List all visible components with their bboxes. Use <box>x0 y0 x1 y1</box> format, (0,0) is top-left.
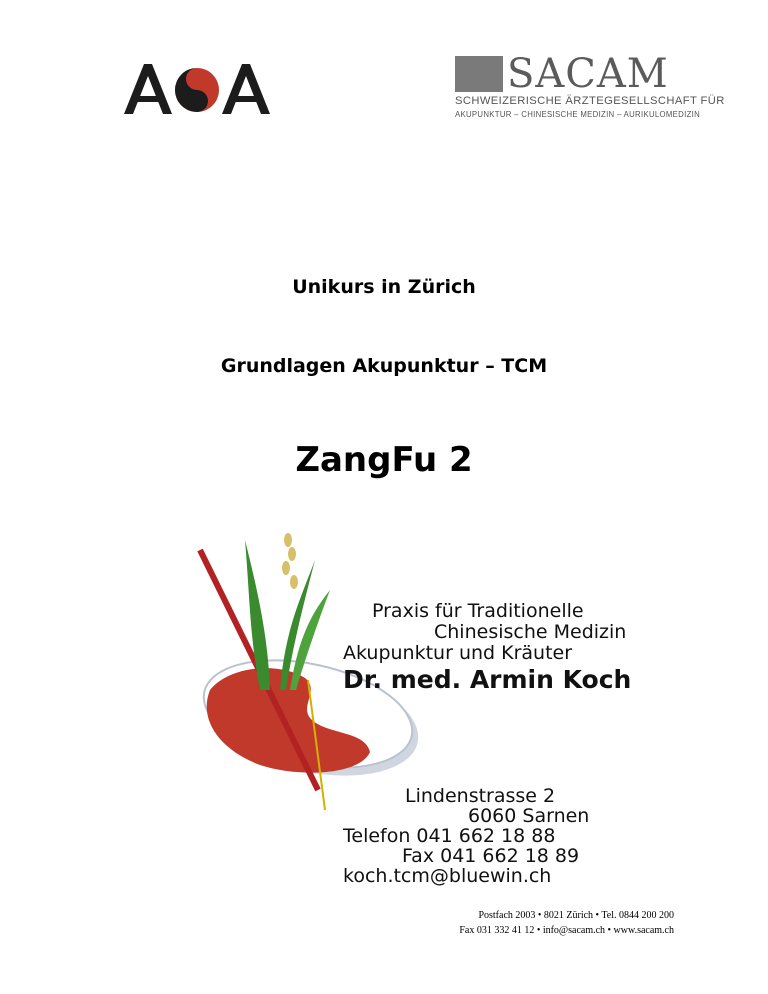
sacam-logo <box>455 51 725 126</box>
doctor-name: Dr. med. Armin Koch <box>343 665 632 694</box>
practice-line-3: Akupunktur und Kräuter <box>343 642 573 664</box>
sacam-emblem-icon <box>455 56 503 92</box>
footer-address: Postfach 2003 • 8021 Zürich • Tel. 0844 200 200 <box>478 910 674 921</box>
practice-line-2: Chinesische Medizin <box>434 621 627 643</box>
course-subject: Grundlagen Akupunktur – TCM <box>220 355 548 377</box>
document-title: ZangFu 2 <box>295 440 473 480</box>
sacam-name: SACAM <box>507 51 669 97</box>
footer-contact: Fax 031 332 41 12 • info@sacam.ch • www.sacam.ch <box>459 925 674 936</box>
practice-email: koch.tcm@bluewin.ch <box>343 865 552 887</box>
sacam-tagline-2: AKUPUNKTUR – CHINESISCHE MEDIZIN – AURIKULOMEDIZIN <box>455 110 701 119</box>
practice-line-1: Praxis für Traditionelle <box>372 600 584 622</box>
sacam-tagline-1: SCHWEIZERISCHE ÄRZTEGESELLSCHAFT FÜR <box>455 95 725 107</box>
aga-logo <box>122 60 272 116</box>
course-location: Unikurs in Zürich <box>292 276 476 298</box>
practice-phone: Telefon 041 662 18 88 <box>343 825 556 847</box>
practice-street: Lindenstrasse 2 <box>405 785 556 807</box>
practice-fax: Fax 041 662 18 89 <box>402 845 580 867</box>
practice-city: 6060 Sarnen <box>468 805 590 827</box>
